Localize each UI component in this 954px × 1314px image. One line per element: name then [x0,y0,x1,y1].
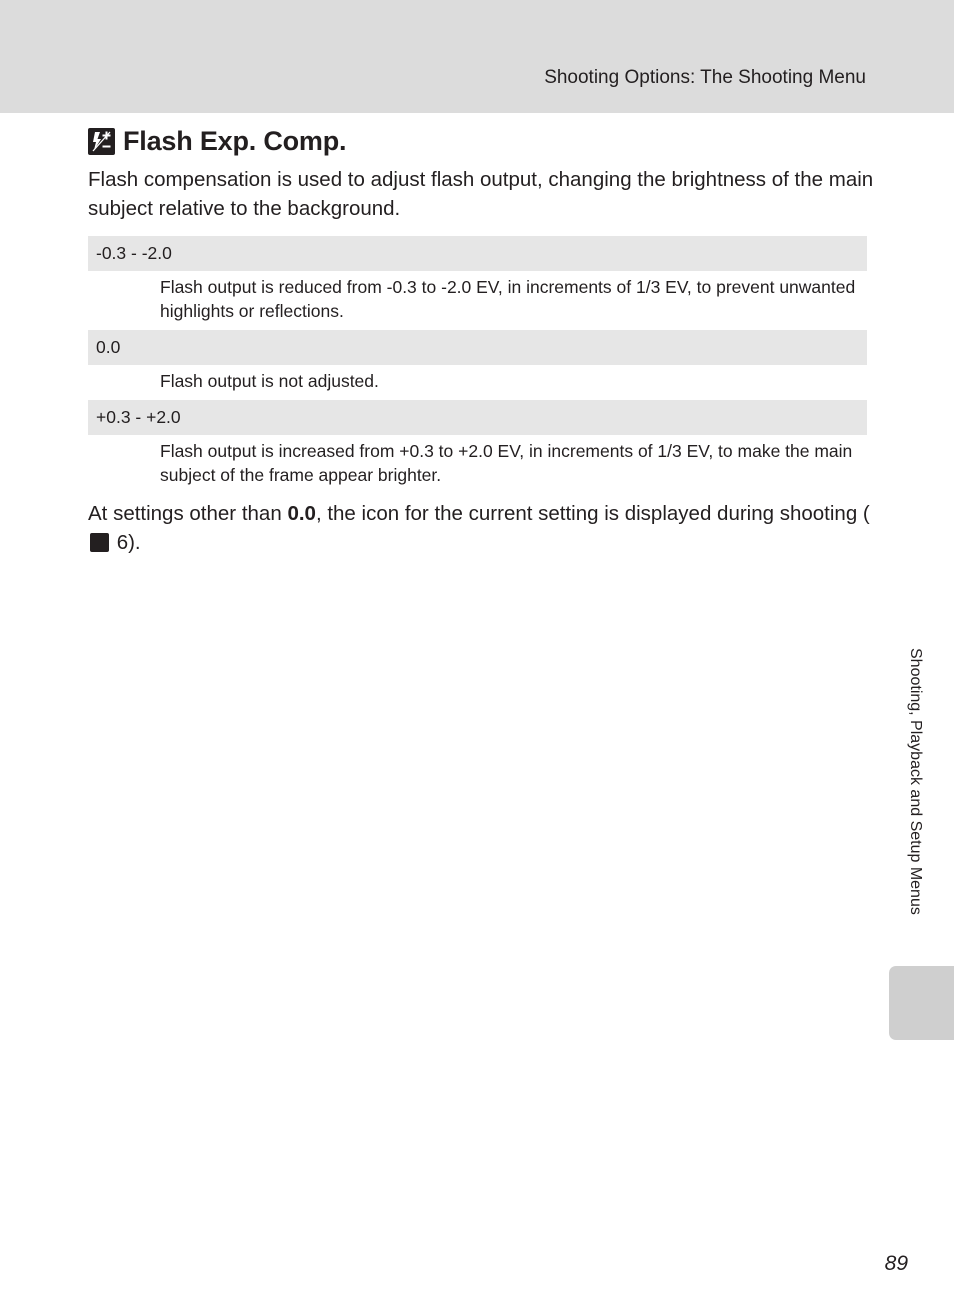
side-tab-marker [889,966,954,1040]
option-row-increase [88,400,867,435]
flash-exposure-compensation-icon-glyph [90,130,113,153]
option-label: 0.0 [96,337,121,357]
option-row-decrease [88,236,867,271]
note-text-suffix: ). [128,531,141,554]
option-description: Flash output is reduced from -0.3 to -2.0 EV, in increments of 1/3 EV, to prevent unwanted highlights or reflections. [160,277,856,321]
note-text-middle: , the icon for the current setting is displayed during shooting ( [315,502,870,525]
page-number: 89 [884,1252,908,1275]
note-paragraph [88,499,878,557]
option-description: Flash output is increased from +0.3 to +2.0 EV, in increments of 1/3 EV, to make the main subject of the frame appear brighter. [160,441,853,485]
page-header-band [0,0,954,113]
option-label: +0.3 - +2.0 [96,407,181,427]
option-row-zero [88,330,867,365]
running-header-title: Shooting Options: The Shooting Menu [544,67,866,88]
page-title: Flash Exp. Comp. [123,125,347,156]
section-heading [88,124,346,158]
option-description: Flash output is not adjusted. [160,371,379,391]
intro-paragraph: Flash compensation is used to adjust flash output, changing the brightness of the main subject relative to the background. [88,168,874,220]
page-reference-icon [90,533,109,552]
note-bold-value: 0.0 [287,502,316,525]
flash-exposure-compensation-icon [88,128,115,155]
note-text-prefix: At settings other than [88,502,288,525]
option-label: -0.3 - -2.0 [96,243,172,263]
note-page-reference: 6 [111,531,129,554]
side-tab-label: Shooting, Playback and Setup Menus [907,648,924,915]
